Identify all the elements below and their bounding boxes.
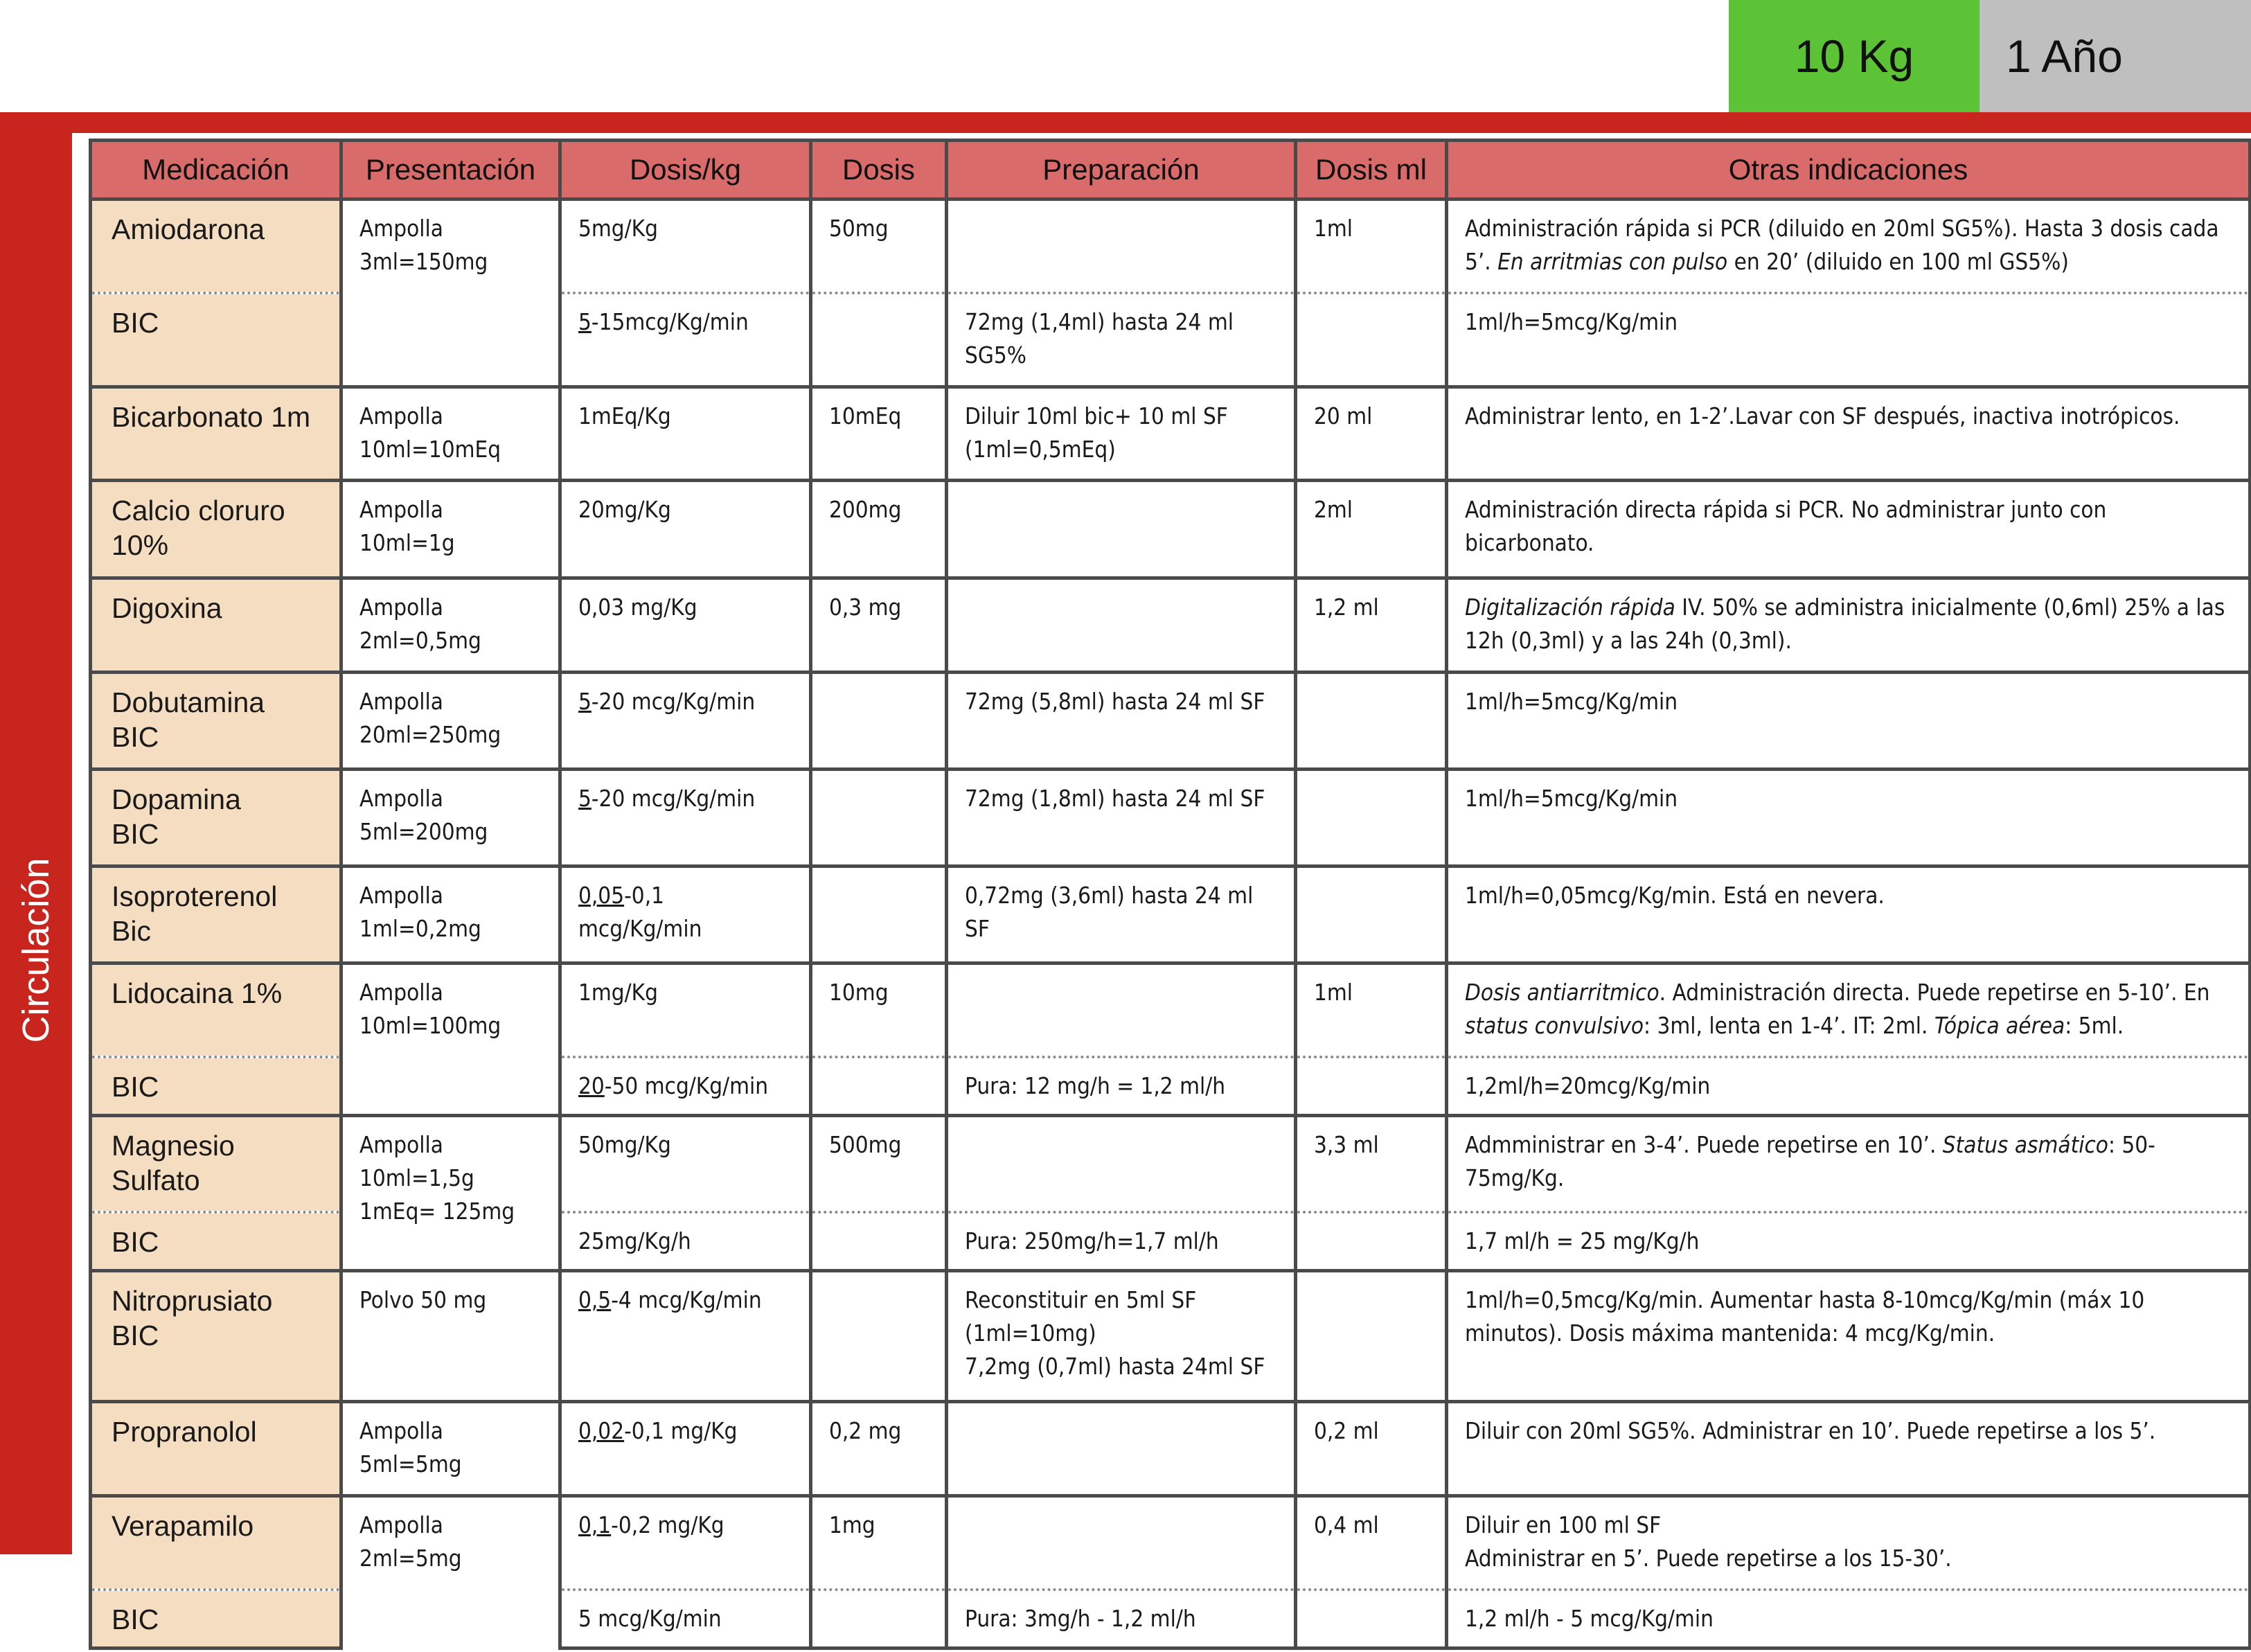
dose-cell: 200mg [811,481,947,578]
table-row [91,199,2250,293]
table-row [91,481,2250,578]
dose-ml-cell: 0,2 ml [1296,1402,1447,1496]
presentation-cell: Polvo 50 mg [341,1271,560,1402]
dose-per-kg-cell: 0,03 mg/Kg [560,578,811,672]
top-accent-bar [0,112,2251,133]
presentation-cell: Ampolla 5ml=5mg [341,1402,560,1496]
presentation-cell: Ampolla 20ml=250mg [341,672,560,769]
notes-cell: 1,2 ml/h - 5 mcg/Kg/min [1447,1590,2250,1649]
dose-per-kg-cell: 5-15mcg/Kg/min [560,293,811,387]
table-row [91,672,2250,769]
notes-cell: Administración rápida si PCR (diluido en 20ml SG5%). Hasta 3 dosis cada 5’. En arritmias con pulso en 20’ (diluido en 100 ml GS5%) [1447,199,2250,293]
column-header-dose-per-kg: Dosis/kg [560,141,811,199]
dose-ml-cell: 1,2 ml [1296,578,1447,672]
section-label: Circulación [15,858,57,1043]
dose-per-kg-cell: 0,1-0,2 mg/Kg [560,1496,811,1590]
presentation-cell: Ampolla 10ml=10mEq [341,387,560,481]
notes-cell: Admministrar en 3-4’. Puede repetirse en 10’. Status asmático: 50-75mg/Kg. [1447,1116,2250,1213]
table-row [91,387,2250,481]
dose-ml-cell [1296,867,1447,963]
dose-per-kg-cell: 0,05-0,1 mcg/Kg/min [560,867,811,963]
notes-cell: 1ml/h=0,5mcg/Kg/min. Aumentar hasta 8-10mcg/Kg/min (máx 10 minutos). Dosis máxima mantenida: 4 mcg/Kg/min. [1447,1271,2250,1402]
dose-ml-cell [1296,1212,1447,1270]
table-row [91,1402,2250,1496]
dose-cell: 0,3 mg [811,578,947,672]
preparation-cell [947,1496,1296,1590]
table-row [91,769,2250,866]
preparation-cell: Pura: 250mg/h=1,7 ml/h [947,1212,1296,1270]
dose-ml-cell: 2ml [1296,481,1447,578]
notes-cell: Administración directa rápida si PCR. No administrar junto con bicarbonato. [1447,481,2250,578]
dose-per-kg-cell: 0,02-0,1 mg/Kg [560,1402,811,1496]
table-row [91,867,2250,963]
dose-ml-cell: 1ml [1296,963,1447,1057]
column-header-dose: Dosis [811,141,947,199]
preparation-cell [947,481,1296,578]
medication-name-cell: Calcio cloruro 10% [91,481,341,578]
medication-name-cell: Bicarbonato 1m [91,387,341,481]
table-header-row [91,141,2250,199]
dose-cell [811,672,947,769]
column-header-presentation: Presentación [341,141,560,199]
dose-cell [811,867,947,963]
dose-per-kg-cell: 5-20 mcg/Kg/min [560,672,811,769]
medication-name-cell: Nitroprusiato BIC [91,1271,341,1402]
dose-cell [811,1212,947,1270]
presentation-cell: Ampolla 10ml=100mg [341,963,560,1116]
presentation-cell: Ampolla 3ml=150mg [341,199,560,387]
medication-name-cell: Dopamina BIC [91,769,341,866]
dose-per-kg-cell: 1mg/Kg [560,963,811,1057]
presentation-cell: Ampolla 5ml=200mg [341,769,560,866]
notes-cell: 1ml/h=5mcg/Kg/min [1447,769,2250,866]
dose-ml-cell [1296,1271,1447,1402]
presentation-cell: Ampolla 1ml=0,2mg [341,867,560,963]
preparation-cell [947,1402,1296,1496]
column-header-medication: Medicación [91,141,341,199]
dose-per-kg-cell: 5-20 mcg/Kg/min [560,769,811,866]
table-body [91,199,2250,1649]
presentation-cell: Ampolla 2ml=5mg [341,1496,560,1649]
dose-ml-cell: 0,4 ml [1296,1496,1447,1590]
dose-ml-cell: 3,3 ml [1296,1116,1447,1213]
column-header-dose-ml: Dosis ml [1296,141,1447,199]
medication-name-cell: BIC [91,293,341,387]
preparation-cell: 72mg (1,4ml) hasta 24 ml SG5% [947,293,1296,387]
dose-cell: 1mg [811,1496,947,1590]
notes-cell: 1,2ml/h=20mcg/Kg/min [1447,1057,2250,1115]
dose-ml-cell [1296,672,1447,769]
medication-name-cell: BIC [91,1590,341,1649]
notes-cell: 1ml/h=5mcg/Kg/min [1447,293,2250,387]
preparation-cell: Diluir 10ml bic+ 10 ml SF (1ml=0,5mEq) [947,387,1296,481]
presentation-cell: Ampolla 10ml=1g [341,481,560,578]
table-row [91,963,2250,1057]
dose-per-kg-cell: 1mEq/Kg [560,387,811,481]
preparation-cell: Pura: 3mg/h - 1,2 ml/h [947,1590,1296,1649]
preparation-cell [947,578,1296,672]
medication-name-cell: Amiodarona [91,199,341,293]
dose-per-kg-cell: 20mg/Kg [560,481,811,578]
medication-name-cell: Propranolol [91,1402,341,1496]
preparation-cell: 72mg (5,8ml) hasta 24 ml SF [947,672,1296,769]
dose-cell: 10mg [811,963,947,1057]
dose-ml-cell [1296,1590,1447,1649]
medication-name-cell: Lidocaina 1% [91,963,341,1057]
section-side-bar [0,112,72,1554]
notes-cell: Diluir en 100 ml SF Administrar en 5’. Puede repetirse a los 15-30’. [1447,1496,2250,1590]
dose-per-kg-cell: 50mg/Kg [560,1116,811,1213]
weight-badge: 10 Kg [1729,0,1979,112]
medication-name-cell: BIC [91,1212,341,1270]
table-row [91,1271,2250,1402]
dose-cell [811,1271,947,1402]
dose-per-kg-cell: 5 mcg/Kg/min [560,1590,811,1649]
dose-cell [811,769,947,866]
medication-table [89,139,2251,1650]
dose-ml-cell [1296,1057,1447,1115]
dose-ml-cell: 20 ml [1296,387,1447,481]
dose-ml-cell [1296,769,1447,866]
dose-cell [811,1057,947,1115]
medication-name-cell: Digoxina [91,578,341,672]
notes-cell: Dosis antiarritmico. Administración directa. Puede repetirse en 5-10’. En status convulsivo: 3ml, lenta en 1-4’. IT: 2ml. Tópica aérea: 5ml. [1447,963,2250,1057]
preparation-cell: 72mg (1,8ml) hasta 24 ml SF [947,769,1296,866]
dose-cell [811,1590,947,1649]
dose-ml-cell: 1ml [1296,199,1447,293]
preparation-cell: Pura: 12 mg/h = 1,2 ml/h [947,1057,1296,1115]
column-header-other-indications: Otras indicaciones [1447,141,2250,199]
dose-per-kg-cell: 0,5-4 mcg/Kg/min [560,1271,811,1402]
preparation-cell [947,1116,1296,1213]
dose-cell: 10mEq [811,387,947,481]
dose-per-kg-cell: 5mg/Kg [560,199,811,293]
dose-cell: 50mg [811,199,947,293]
preparation-cell: Reconstituir en 5ml SF (1ml=10mg) 7,2mg (0,7ml) hasta 24ml SF [947,1271,1296,1402]
notes-cell: 1ml/h=0,05mcg/Kg/min. Está en nevera. [1447,867,2250,963]
table-row [91,578,2250,672]
dose-cell: 500mg [811,1116,947,1213]
dose-per-kg-cell: 25mg/Kg/h [560,1212,811,1270]
presentation-cell: Ampolla 10ml=1,5g 1mEq= 125mg [341,1116,560,1271]
dose-cell: 0,2 mg [811,1402,947,1496]
notes-cell: 1,7 ml/h = 25 mg/Kg/h [1447,1212,2250,1270]
preparation-cell [947,199,1296,293]
notes-cell: Diluir con 20ml SG5%. Administrar en 10’. Puede repetirse a los 5’. [1447,1402,2250,1496]
notes-cell: Administrar lento, en 1-2’.Lavar con SF después, inactiva inotrópicos. [1447,387,2250,481]
medication-name-cell: BIC [91,1057,341,1115]
dose-ml-cell [1296,293,1447,387]
column-header-preparation: Preparación [947,141,1296,199]
notes-cell: Digitalización rápida IV. 50% se administra inicialmente (0,6ml) 25% a las 12h (0,3ml) y a las 24h (0,3ml). [1447,578,2250,672]
dose-per-kg-cell: 20-50 mcg/Kg/min [560,1057,811,1115]
medication-name-cell: Dobutamina BIC [91,672,341,769]
medication-name-cell: Verapamilo [91,1496,341,1590]
medication-name-cell: Isoproterenol Bic [91,867,341,963]
dose-cell [811,293,947,387]
table-row [91,1116,2250,1213]
preparation-cell [947,963,1296,1057]
presentation-cell: Ampolla 2ml=0,5mg [341,578,560,672]
table-row [91,1496,2250,1590]
medication-name-cell: Magnesio Sulfato [91,1116,341,1213]
preparation-cell: 0,72mg (3,6ml) hasta 24 ml SF [947,867,1296,963]
notes-cell: 1ml/h=5mcg/Kg/min [1447,672,2250,769]
age-badge: 1 Año [1979,0,2251,112]
